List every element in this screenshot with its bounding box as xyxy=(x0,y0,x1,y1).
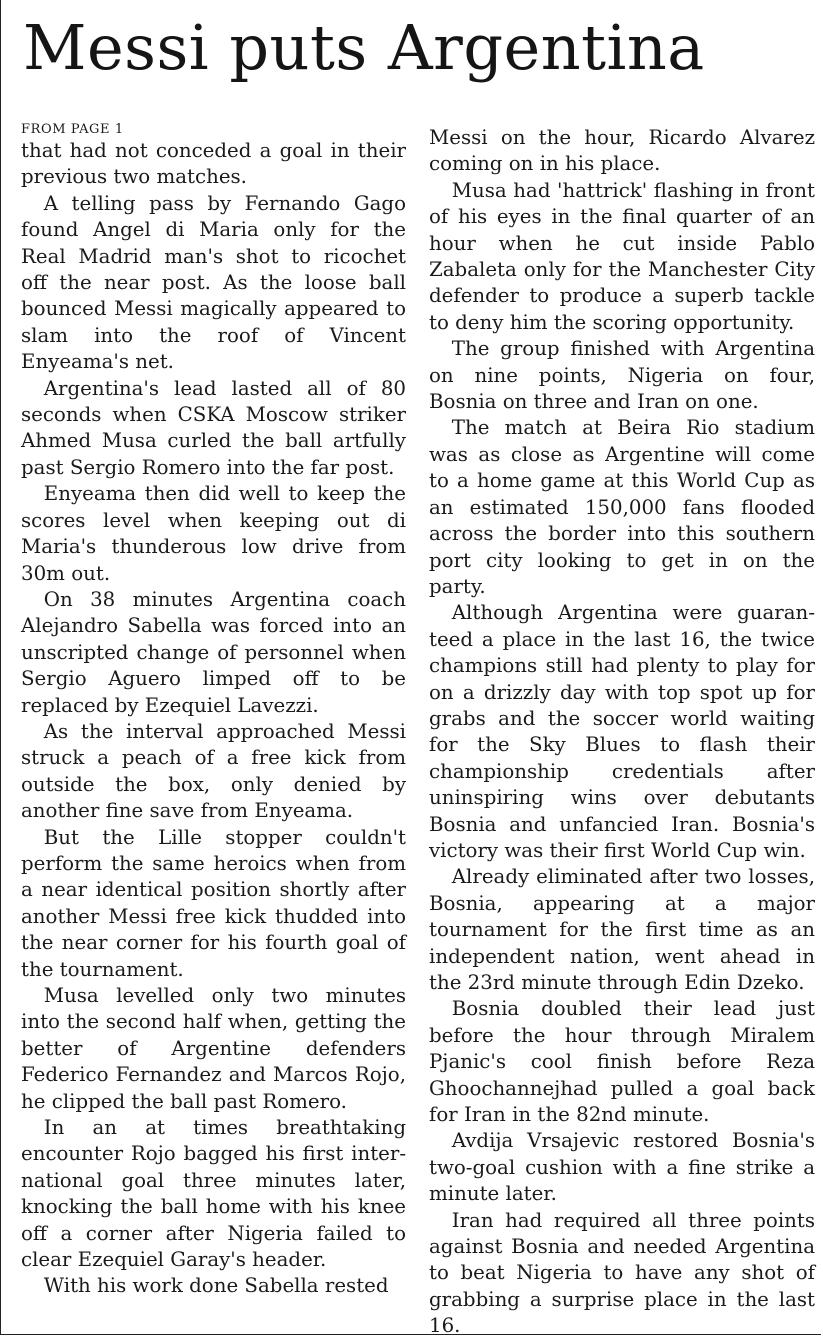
paragraph: Musa had 'hattrick' flashing in front of his eyes in the final quarter of an hour when he cut inside Pablo Zabaleta only for the Manchester City defender to produce a superb tackle to deny him the scoring opportunity. xyxy=(429,178,815,334)
paragraph: On 38 minutes Argentina coach Alejandro Sabella was forced into an unscripted change of personnel when Sergio Aguero limped off to be replaced by Ezequiel Lavezzi. xyxy=(21,587,406,717)
paragraph: Enyeama then did well to keep the scores level when keeping out di Maria's thunderous low drive from 30m out. xyxy=(21,482,406,585)
left-column xyxy=(21,122,406,1300)
right-column xyxy=(429,125,815,1340)
paragraph: In an at times breathtaking encounter Rojo bagged his first international goal three minutes later, knocking the ball home with his knee off a corner after Nigeria failed to clear Ezequiel Garay's header. xyxy=(21,1116,406,1272)
paragraph: Musa levelled only two minutes into the second half when, getting the better of Argentine defenders Federico Fernandez and Marcos Rojo, he clipped the ball past Romero. xyxy=(21,984,406,1113)
jump-label: FROM PAGE 1 xyxy=(21,122,124,137)
paragraph: Messi on the hour, Ricardo Alvarez coming on in his place. xyxy=(429,126,815,176)
paragraph: Bosnia doubled their lead just before the hour through Miralem Pjanic's cool finish before Reza Ghoochannejhad pulled a goal back for Iran in the 82nd minute. xyxy=(429,997,815,1127)
paragraph: Argentina's lead lasted all of 80 seconds when CSKA Moscow striker Ahmed Musa curled the ball artfully past Sergio Romero into the far post. xyxy=(21,376,406,479)
headline: Messi puts Argentina xyxy=(23,11,705,84)
paragraph: Avdija Vrsajevic restored Bosnia's two-goal cushion with a fine strike a minute later. xyxy=(429,1129,815,1206)
paragraph: The group finished with Argentina on nine points, Nigeria on four, Bosnia on three and Iran on one. xyxy=(429,337,815,414)
paragraph: As the interval approached Messi struck a peach of a free kick from outside the box, only denied by another fine save from Enyeama. xyxy=(21,719,406,823)
paragraph: But the Lille stopper couldn't perform the same heroics when from a near identical position shortly after another Messi free kick thudded into the near corner for his fourth goal of the tournament. xyxy=(21,825,406,981)
paragraph: Iran had required all three points against Bosnia and needed Argentina to beat Nigeria to have any shot of grabbing a surprise place in the last 16. xyxy=(429,1208,815,1338)
paragraph: A telling pass by Fernando Gago found Angel di Maria only for the Real Madrid man's shot to ricochet off the near post. As the loose ball bounced Messi magically appeared to slam into the roof of Vincent Enyeama's net. xyxy=(21,191,406,374)
paragraph: With his work done Sabella rested xyxy=(43,1274,389,1298)
paragraph: Although Argentina were guaranteed a place in the last 16, the twice champions still had plenty to play for on a drizzly day with top spot up for grabs and the soccer world waiting for the Sky Blues to flash their championship credentials after uninspiring wins over debutants Bosnia and unfancied Iran. Bosnia's victory was their first World Cup win. xyxy=(429,601,815,862)
paragraph: The match at Beira Rio stadium was as close as Argentine will come to a home game at this World Cup as an estimated 150,000 fans flooded across the border into this southern port city looking to get in on the party. xyxy=(429,416,815,598)
paragraph: Already eliminated after two losses, Bosnia, appearing at a major tournament for the first time as an independent nation, went ahead in the 23rd minute through Edin Dzeko. xyxy=(429,865,815,994)
paragraph: that had not conceded a goal in their previous two matches. xyxy=(21,139,406,189)
